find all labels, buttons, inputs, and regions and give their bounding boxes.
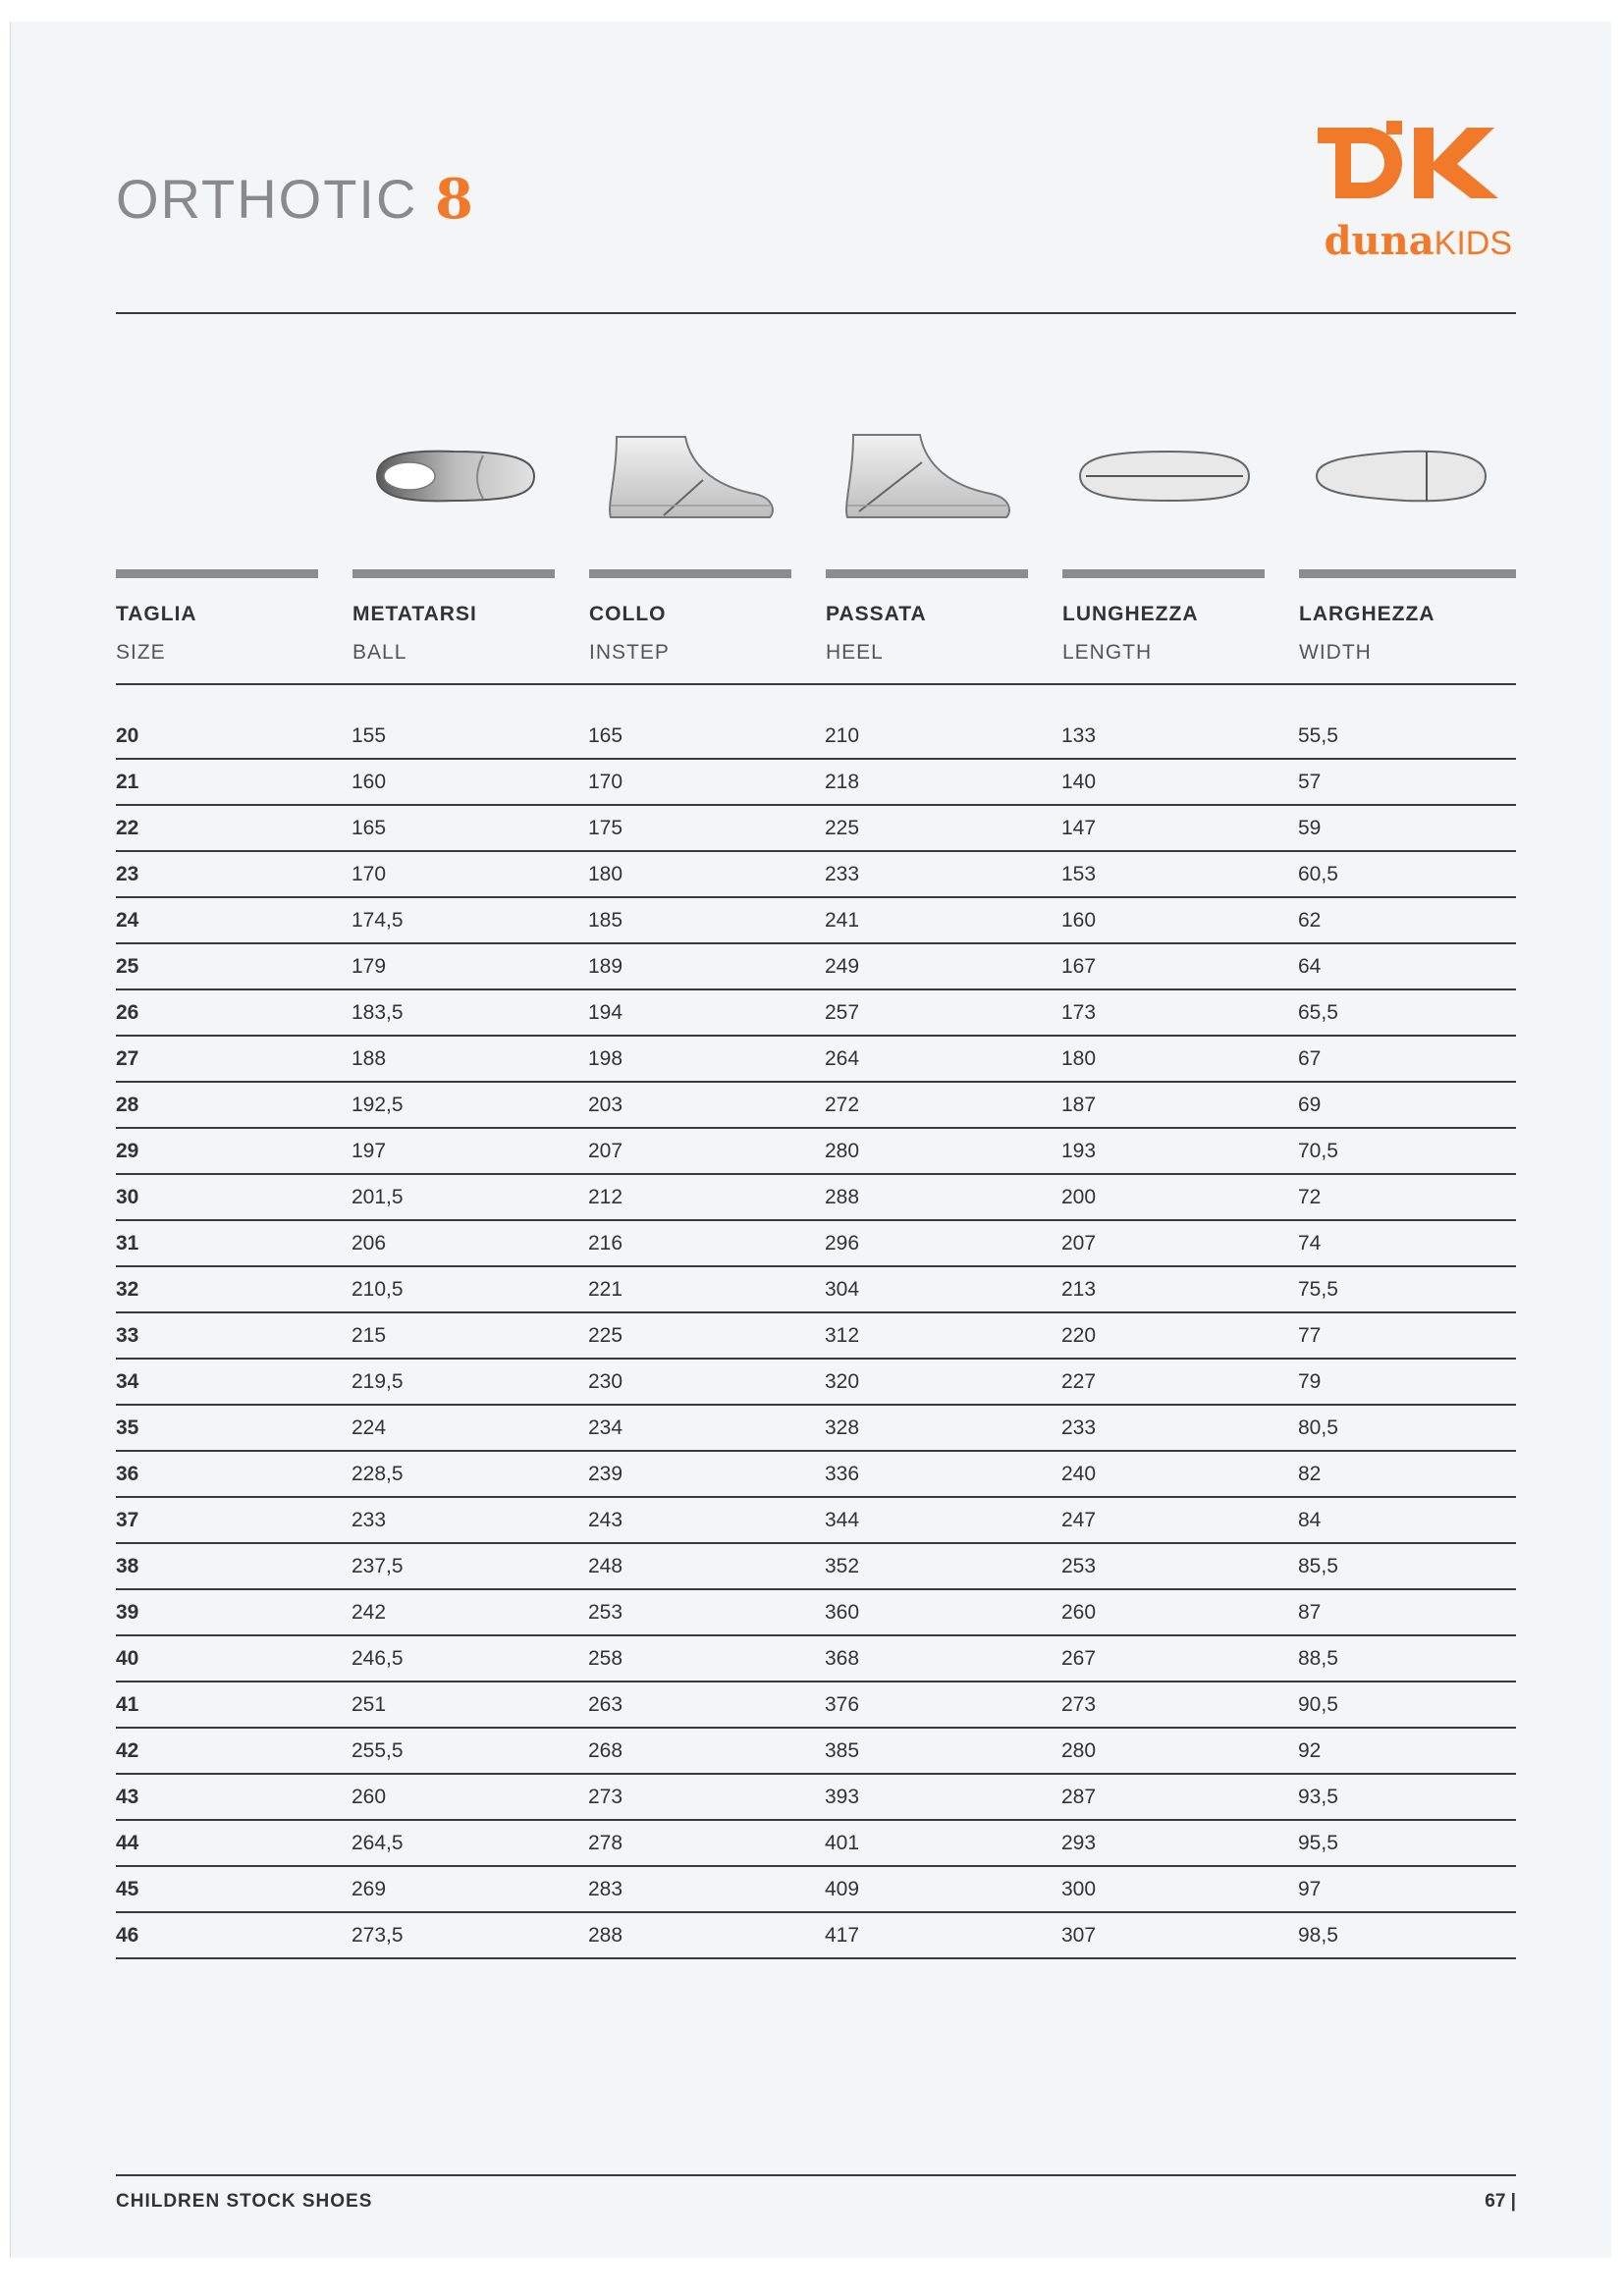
- measurement-cell: 215: [352, 1312, 588, 1359]
- measurement-cell: 69: [1298, 1082, 1516, 1128]
- measurement-cell: 57: [1298, 759, 1516, 805]
- measurement-cell: 219,5: [352, 1359, 588, 1405]
- measurement-cell: 84: [1298, 1497, 1516, 1543]
- measurement-cell: 288: [588, 1912, 825, 1958]
- measurement-cell: 283: [588, 1866, 825, 1912]
- size-cell: 26: [116, 989, 352, 1036]
- size-table: [116, 714, 1516, 1959]
- measurement-cell: 288: [825, 1174, 1061, 1220]
- measurement-cell: 165: [352, 805, 588, 851]
- column-label-en: SIZE: [116, 641, 166, 664]
- logo-brand: duna: [1324, 218, 1435, 264]
- measurement-cell: 264: [825, 1036, 1061, 1082]
- header-bar: [1299, 569, 1516, 578]
- measurement-cell: 224: [352, 1405, 588, 1451]
- measurement-cell: 153: [1061, 851, 1298, 897]
- measurement-cell: 304: [825, 1266, 1061, 1312]
- measurement-cell: 133: [1061, 714, 1298, 759]
- size-cell: 20: [116, 714, 352, 759]
- measurement-cell: 248: [588, 1543, 825, 1589]
- measurement-cell: 97: [1298, 1866, 1516, 1912]
- column-header-size: [116, 595, 342, 671]
- table-row: [116, 943, 1516, 989]
- insole-ball-icon: [352, 422, 555, 530]
- measurement-cell: 264,5: [352, 1820, 588, 1866]
- column-header-heel: [826, 595, 1052, 671]
- size-cell: 28: [116, 1082, 352, 1128]
- size-cell: 38: [116, 1543, 352, 1589]
- measurement-cell: 269: [352, 1866, 588, 1912]
- measurement-cell: 147: [1061, 805, 1298, 851]
- measurement-cell: 155: [352, 714, 588, 759]
- measurement-cell: 193: [1061, 1128, 1298, 1174]
- column-label-it: PASSATA: [826, 603, 927, 625]
- header-bar: [116, 569, 318, 578]
- table-row: [116, 851, 1516, 897]
- size-cell: 27: [116, 1036, 352, 1082]
- measurement-cell: 253: [588, 1589, 825, 1635]
- size-cell: 36: [116, 1451, 352, 1497]
- measurement-cell: 80,5: [1298, 1405, 1516, 1451]
- size-cell: 37: [116, 1497, 352, 1543]
- measurement-cell: 174,5: [352, 897, 588, 943]
- measurement-cell: 170: [588, 759, 825, 805]
- measurement-cell: 247: [1061, 1497, 1298, 1543]
- table-row: [116, 989, 1516, 1036]
- size-cell: 25: [116, 943, 352, 989]
- measurement-cell: 320: [825, 1359, 1061, 1405]
- measurement-cell: 197: [352, 1128, 588, 1174]
- measurement-cell: 75,5: [1298, 1266, 1516, 1312]
- measurement-cell: 180: [1061, 1036, 1298, 1082]
- measurement-cell: 77: [1298, 1312, 1516, 1359]
- measurement-cell: 212: [588, 1174, 825, 1220]
- size-cell: 32: [116, 1266, 352, 1312]
- table-row: [116, 1312, 1516, 1359]
- measurement-cell: 87: [1298, 1589, 1516, 1635]
- measurement-cell: 272: [825, 1082, 1061, 1128]
- measurement-cell: 273,5: [352, 1912, 588, 1958]
- measurement-cell: 201,5: [352, 1174, 588, 1220]
- measurement-cell: 246,5: [352, 1635, 588, 1682]
- measurement-cell: 167: [1061, 943, 1298, 989]
- measurement-cell: 170: [352, 851, 588, 897]
- header-divider: [116, 312, 1516, 314]
- table-row: [116, 1128, 1516, 1174]
- measurement-cell: 160: [352, 759, 588, 805]
- measurement-cell: 307: [1061, 1912, 1298, 1958]
- measurement-cell: 300: [1061, 1866, 1298, 1912]
- measurement-cell: 273: [588, 1774, 825, 1820]
- column-label-en: BALL: [352, 641, 407, 664]
- table-row: [116, 1359, 1516, 1405]
- table-row: [116, 1866, 1516, 1912]
- measurement-cell: 92: [1298, 1728, 1516, 1774]
- measurement-cell: 183,5: [352, 989, 588, 1036]
- measurement-cell: 210,5: [352, 1266, 588, 1312]
- measurement-cell: 417: [825, 1912, 1061, 1958]
- measurement-cell: 225: [588, 1312, 825, 1359]
- logo-wordmark: [1316, 218, 1512, 264]
- measurement-cell: 240: [1061, 1451, 1298, 1497]
- table-header: [116, 595, 1516, 683]
- measurement-cell: 59: [1298, 805, 1516, 851]
- last-heel-icon: [826, 422, 1028, 530]
- measurement-cell: 280: [1061, 1728, 1298, 1774]
- measurement-cell: 260: [1061, 1589, 1298, 1635]
- header-bar: [352, 569, 555, 578]
- footer-section-title: CHILDREN STOCK SHOES: [116, 2191, 373, 2212]
- measurement-cell: 220: [1061, 1312, 1298, 1359]
- table-row: [116, 1082, 1516, 1128]
- measurement-cell: 225: [825, 805, 1061, 851]
- size-cell: 43: [116, 1774, 352, 1820]
- measurement-cell: 70,5: [1298, 1128, 1516, 1174]
- measurement-cell: 64: [1298, 943, 1516, 989]
- measurement-cell: 95,5: [1298, 1820, 1516, 1866]
- table-row: [116, 1405, 1516, 1451]
- measurement-cell: 173: [1061, 989, 1298, 1036]
- measurement-cell: 241: [825, 897, 1061, 943]
- column-header-width: [1299, 595, 1525, 671]
- measurement-cell: 233: [1061, 1405, 1298, 1451]
- measurement-cell: 257: [825, 989, 1061, 1036]
- title-text: ORTHOTIC: [116, 168, 418, 230]
- measurement-cell: 216: [588, 1220, 825, 1266]
- measurement-cell: 228,5: [352, 1451, 588, 1497]
- title-number: 8: [434, 167, 475, 232]
- measurement-cell: 242: [352, 1589, 588, 1635]
- measurement-cell: 251: [352, 1682, 588, 1728]
- measurement-cell: 273: [1061, 1682, 1298, 1728]
- measurement-cell: 160: [1061, 897, 1298, 943]
- measurement-cell: 60,5: [1298, 851, 1516, 897]
- measurement-cell: 328: [825, 1405, 1061, 1451]
- measurement-cell: 88,5: [1298, 1635, 1516, 1682]
- measurement-cell: 188: [352, 1036, 588, 1082]
- measurement-cell: 230: [588, 1359, 825, 1405]
- measurement-cell: 278: [588, 1820, 825, 1866]
- measurement-cell: 194: [588, 989, 825, 1036]
- measurement-cell: 268: [588, 1728, 825, 1774]
- measurement-cell: 239: [588, 1451, 825, 1497]
- column-label-it: LUNGHEZZA: [1062, 603, 1199, 625]
- measurement-cell: 207: [1061, 1220, 1298, 1266]
- size-cell: 44: [116, 1820, 352, 1866]
- measurement-cell: 221: [588, 1266, 825, 1312]
- measurement-cell: 249: [825, 943, 1061, 989]
- measurement-cell: 62: [1298, 897, 1516, 943]
- size-cell: 41: [116, 1682, 352, 1728]
- size-cell: 42: [116, 1728, 352, 1774]
- measurement-cell: 352: [825, 1543, 1061, 1589]
- column-label-en: HEEL: [826, 641, 884, 664]
- measurement-illustrations: [116, 422, 1516, 530]
- measurement-cell: 237,5: [352, 1543, 588, 1589]
- sole-width-icon: [1299, 422, 1501, 530]
- size-cell: 21: [116, 759, 352, 805]
- table-row: [116, 1220, 1516, 1266]
- measurement-cell: 280: [825, 1128, 1061, 1174]
- measurement-cell: 85,5: [1298, 1543, 1516, 1589]
- column-label-it: COLLO: [589, 603, 667, 625]
- size-cell: 30: [116, 1174, 352, 1220]
- size-cell: 35: [116, 1405, 352, 1451]
- logo-brand-suffix: KIDS: [1434, 225, 1512, 262]
- measurement-cell: 312: [825, 1312, 1061, 1359]
- column-header-ball: [352, 595, 578, 671]
- measurement-cell: 65,5: [1298, 989, 1516, 1036]
- measurement-cell: 213: [1061, 1266, 1298, 1312]
- measurement-cell: 243: [588, 1497, 825, 1543]
- measurement-cell: 192,5: [352, 1082, 588, 1128]
- size-cell: 22: [116, 805, 352, 851]
- table-row: [116, 1543, 1516, 1589]
- table-row: [116, 1174, 1516, 1220]
- column-header-length: [1062, 595, 1288, 671]
- measurement-cell: 401: [825, 1820, 1061, 1866]
- table-row: [116, 1266, 1516, 1312]
- measurement-cell: 200: [1061, 1174, 1298, 1220]
- size-cell: 31: [116, 1220, 352, 1266]
- measurement-cell: 287: [1061, 1774, 1298, 1820]
- measurement-cell: 336: [825, 1451, 1061, 1497]
- table-row: [116, 1820, 1516, 1866]
- measurement-cell: 175: [588, 805, 825, 851]
- column-label-en: INSTEP: [589, 641, 670, 664]
- table-row: [116, 1497, 1516, 1543]
- measurement-cell: 185: [588, 897, 825, 943]
- page-title: [116, 167, 475, 232]
- table-row: [116, 805, 1516, 851]
- column-label-en: WIDTH: [1299, 641, 1372, 664]
- size-cell: 24: [116, 897, 352, 943]
- measurement-cell: 360: [825, 1589, 1061, 1635]
- measurement-cell: 258: [588, 1635, 825, 1682]
- measurement-cell: 368: [825, 1635, 1061, 1682]
- measurement-cell: 293: [1061, 1820, 1298, 1866]
- measurement-cell: 180: [588, 851, 825, 897]
- measurement-cell: 72: [1298, 1174, 1516, 1220]
- size-cell: 29: [116, 1128, 352, 1174]
- table-row: [116, 1589, 1516, 1635]
- measurement-cell: 67: [1298, 1036, 1516, 1082]
- measurement-cell: 187: [1061, 1082, 1298, 1128]
- measurement-cell: 203: [588, 1082, 825, 1128]
- header-bar: [1062, 569, 1265, 578]
- measurement-cell: 393: [825, 1774, 1061, 1820]
- measurement-cell: 179: [352, 943, 588, 989]
- measurement-cell: 82: [1298, 1451, 1516, 1497]
- measurement-cell: 263: [588, 1682, 825, 1728]
- measurement-cell: 233: [352, 1497, 588, 1543]
- size-cell: 23: [116, 851, 352, 897]
- measurement-cell: 140: [1061, 759, 1298, 805]
- measurement-cell: 385: [825, 1728, 1061, 1774]
- measurement-cell: 296: [825, 1220, 1061, 1266]
- size-cell: 40: [116, 1635, 352, 1682]
- measurement-cell: 210: [825, 714, 1061, 759]
- measurement-cell: 98,5: [1298, 1912, 1516, 1958]
- size-cell: 34: [116, 1359, 352, 1405]
- sole-length-icon: [1062, 422, 1265, 530]
- measurement-cell: 227: [1061, 1359, 1298, 1405]
- footer-rule: [116, 2174, 1516, 2176]
- size-cell: 39: [116, 1589, 352, 1635]
- measurement-cell: 79: [1298, 1359, 1516, 1405]
- measurement-cell: 234: [588, 1405, 825, 1451]
- column-label-it: LARGHEZZA: [1299, 603, 1435, 625]
- column-label-it: TAGLIA: [116, 603, 197, 625]
- column-label-it: METATARSI: [352, 603, 477, 625]
- column-header-bars: [116, 569, 1516, 579]
- measurement-cell: 55,5: [1298, 714, 1516, 759]
- measurement-cell: 198: [588, 1036, 825, 1082]
- page-number: 67 |: [1485, 2191, 1516, 2212]
- measurement-cell: 74: [1298, 1220, 1516, 1266]
- size-cell: 33: [116, 1312, 352, 1359]
- table-row: [116, 1036, 1516, 1082]
- column-label-en: LENGTH: [1062, 641, 1153, 664]
- measurement-cell: 344: [825, 1497, 1061, 1543]
- last-instep-icon: [589, 422, 791, 530]
- table-row: [116, 1774, 1516, 1820]
- measurement-cell: 267: [1061, 1635, 1298, 1682]
- measurement-cell: 409: [825, 1866, 1061, 1912]
- size-cell: 45: [116, 1866, 352, 1912]
- table-row: [116, 714, 1516, 759]
- measurement-cell: 207: [588, 1128, 825, 1174]
- table-row: [116, 759, 1516, 805]
- measurement-cell: 189: [588, 943, 825, 989]
- size-cell: 46: [116, 1912, 352, 1958]
- table-row: [116, 1728, 1516, 1774]
- table-row: [116, 1451, 1516, 1497]
- measurement-cell: 93,5: [1298, 1774, 1516, 1820]
- measurement-cell: 206: [352, 1220, 588, 1266]
- measurement-cell: 90,5: [1298, 1682, 1516, 1728]
- measurement-cell: 218: [825, 759, 1061, 805]
- table-row: [116, 1635, 1516, 1682]
- column-header-instep: [589, 595, 815, 671]
- measurement-cell: 376: [825, 1682, 1061, 1728]
- measurement-cell: 233: [825, 851, 1061, 897]
- measurement-cell: 255,5: [352, 1728, 588, 1774]
- measurement-cell: 165: [588, 714, 825, 759]
- measurement-cell: 260: [352, 1774, 588, 1820]
- table-row: [116, 897, 1516, 943]
- measurement-cell: 253: [1061, 1543, 1298, 1589]
- header-rule: [116, 683, 1516, 685]
- header-bar: [589, 569, 791, 578]
- header-bar: [826, 569, 1028, 578]
- size-table-body: [116, 714, 1516, 1958]
- table-row: [116, 1912, 1516, 1958]
- table-row: [116, 1682, 1516, 1728]
